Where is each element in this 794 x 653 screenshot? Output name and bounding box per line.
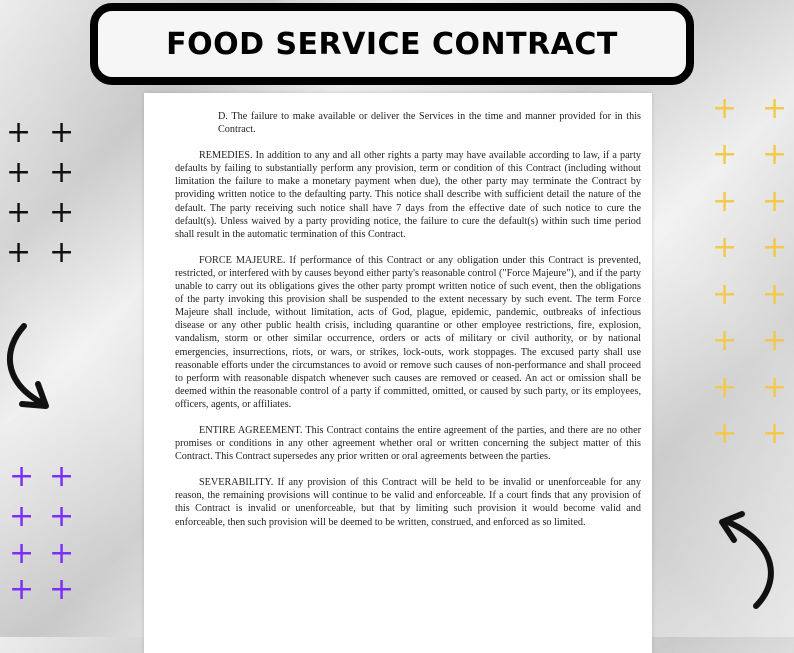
- plus-icon: +: [49, 459, 75, 494]
- plus-icon: +: [49, 155, 75, 190]
- plus-icon: +: [9, 499, 35, 534]
- plus-icon: +: [49, 536, 75, 571]
- plus-icon: +: [762, 416, 788, 451]
- clause-severability: SEVERABILITY. If any provision of this Contract will be held to be invalid or unenforceable for any reason, the remaining provisions will continue to be valid and enforceable. If a court finds that any provision of this Contract is invalid or unenforceable, but that by limiting such provision it would become valid and enforceable, then such provision will be deemed to be written, construed, and enforced as so limited.: [175, 477, 641, 528]
- plus-icon: +: [712, 137, 738, 172]
- document-body: [175, 110, 641, 542]
- clause-force-majeure: FORCE MAJEURE. If performance of this Contract or any obligation under this Contract is prevented, restricted, or interfered with by causes beyond either party's reasonable control ("Force Majeure"), and if the party unable to carry out its obligations gives the other party prompt written notice of such event, then the obligations of the party invoking this provision shall be suspended to the extent necessary by such event. The term Force Majeure shall include, without limitation, acts of God, plague, epidemic, pandemic, outbreaks of infectious disease or any other public health crisis, including quarantine or other employee restrictions, fire, explosion, vandalism, storm or other similar occurrence, orders or acts of military or civil authority, or by national emergencies, insurrections, riots, or wars, or strikes, lock-outs, work stoppages. The excused party shall use reasonable efforts under the circumstances to avoid or remove such causes of non-performance and shall proceed to perform with reasonable dispatch whenever such causes are removed or ceased. An act or omission shall be deemed within the reasonable control of a party if committed, omitted, or caused by such party, or its employees, officers, agents, or affiliates.: [175, 254, 641, 410]
- plus-icon: +: [762, 323, 788, 358]
- page-title: FOOD SERVICE CONTRACT: [166, 26, 618, 62]
- plus-icon: +: [9, 572, 35, 607]
- clause-remedies: REMEDIES. In addition to any and all other rights a party may have available according to law, if a party defaults by failing to substantially perform any provision, term or condition of this Contract (including without limitation the failure to make a monetary payment when due), the other party may terminate the Contract by providing written notice to the defaulting party. This notice shall describe with sufficient detail the nature of the default. The party receiving such notice shall have 7 days from the effective date of such notice to cure the default(s). Unless waived by a party providing notice, the failure to cure the default(s) within such time period shall result in the automatic termination of this Contract.: [175, 150, 641, 240]
- plus-icon: +: [712, 370, 738, 405]
- plus-icon: +: [49, 572, 75, 607]
- plus-icon: +: [712, 416, 738, 451]
- plus-icon: +: [49, 195, 75, 230]
- plus-icon: +: [6, 235, 32, 270]
- plus-icon: +: [712, 184, 738, 219]
- clause-item-d: D. The failure to make available or deliver the Services in the time and manner provided for in this Contract.: [218, 111, 641, 136]
- plus-icon: +: [762, 277, 788, 312]
- plus-icon: +: [762, 137, 788, 172]
- plus-icon: +: [6, 155, 32, 190]
- plus-icon: +: [6, 195, 32, 230]
- clause-entire-agreement: ENTIRE AGREEMENT. This Contract contains the entire agreement of the parties, and there are no other promises or conditions in any other agreement whether oral or written concerning the subject matter of this Contract. This Contract supersedes any prior written or oral agreements between the parties.: [175, 424, 641, 463]
- plus-icon: +: [712, 323, 738, 358]
- curved-arrow-icon: [712, 508, 782, 612]
- plus-icon: +: [712, 230, 738, 265]
- title-banner: [90, 3, 694, 85]
- plus-icon: +: [762, 184, 788, 219]
- plus-icon: +: [49, 115, 75, 150]
- plus-icon: +: [712, 277, 738, 312]
- plus-icon: +: [9, 536, 35, 571]
- plus-icon: +: [712, 91, 738, 126]
- plus-icon: +: [762, 230, 788, 265]
- curved-arrow-icon: [0, 322, 60, 414]
- plus-icon: +: [49, 235, 75, 270]
- plus-icon: +: [6, 115, 32, 150]
- plus-icon: +: [9, 459, 35, 494]
- plus-icon: +: [49, 499, 75, 534]
- plus-icon: +: [762, 91, 788, 126]
- plus-icon: +: [762, 370, 788, 405]
